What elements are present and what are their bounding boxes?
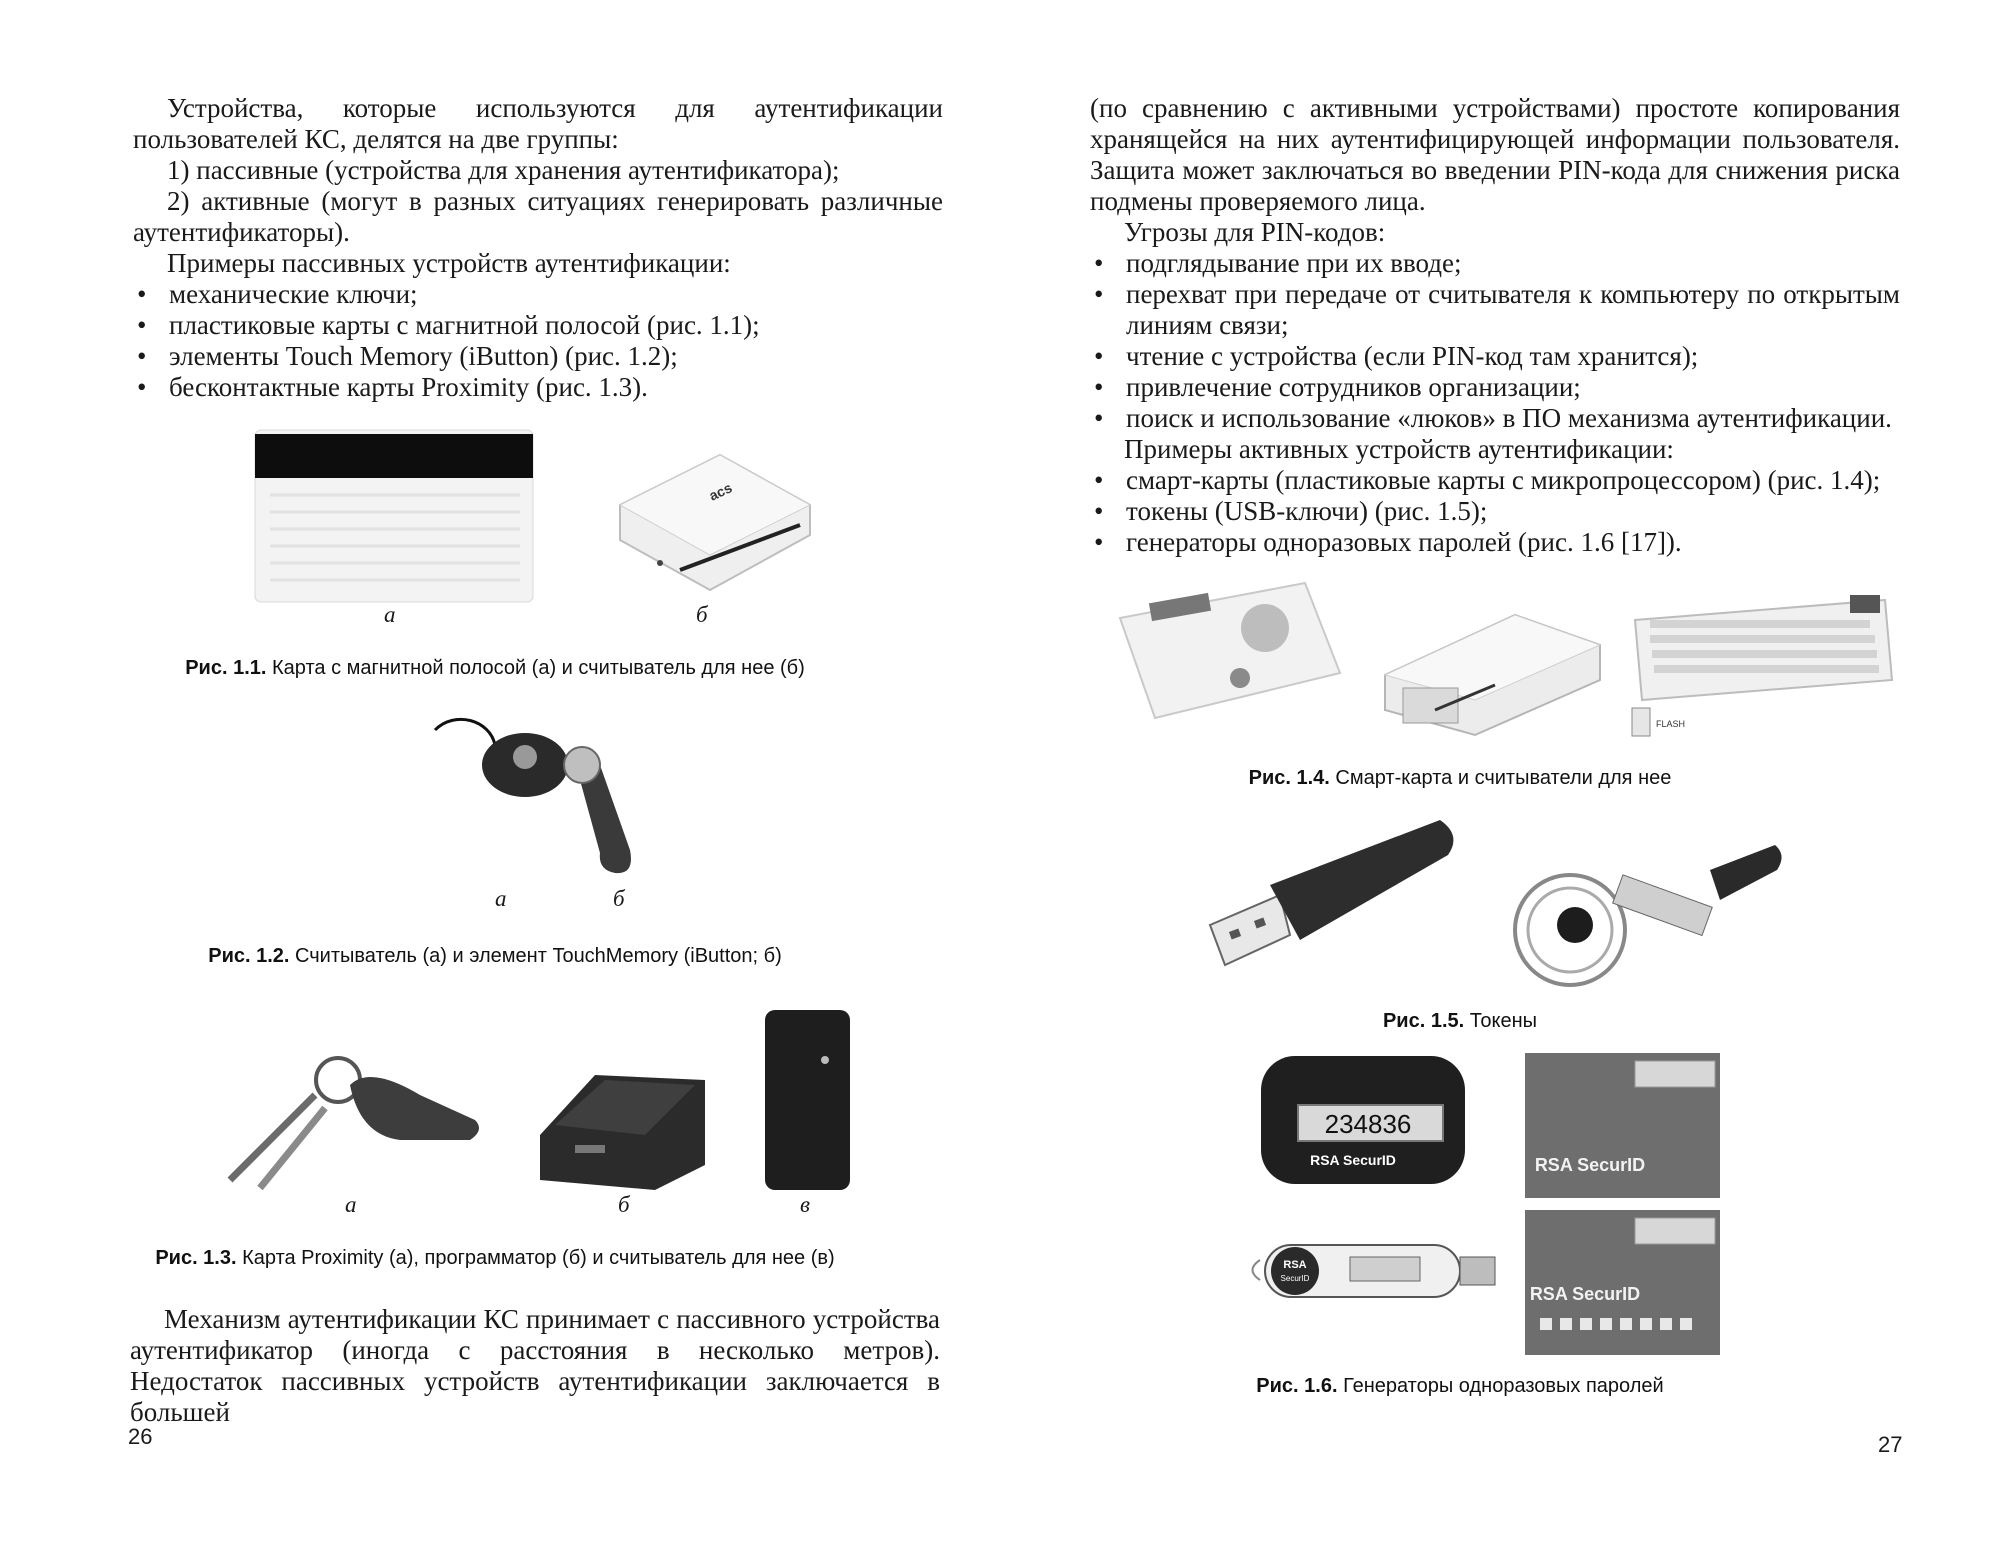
fig-1-3-label-a: а	[345, 1192, 357, 1217]
pin-threats-list	[1090, 248, 1900, 434]
list-item: • бесконтактные карты Proximity (рис. 1.3).	[133, 372, 943, 403]
rsa-keyfob-token-image	[1258, 1053, 1468, 1188]
caption-number: Рис. 1.6.	[1256, 1375, 1338, 1397]
list-item: • элементы Touch Memory (iButton) (рис. 1.2);	[133, 341, 943, 372]
list-item: • генераторы одноразовых паролей (рис. 1.6 [17]).	[1090, 527, 1900, 558]
page-number-right: 27	[1878, 1432, 1903, 1457]
caption-text: Токены	[1469, 1010, 1538, 1032]
token-brand-label: RSA SecurID	[1310, 1152, 1396, 1168]
fig-1-3-label-c: в	[800, 1192, 810, 1217]
caption-text: Карта с магнитной полосой (а) и считыватель для нее (б)	[272, 657, 805, 679]
caption-text: Смарт-карта и считыватели для нее	[1335, 767, 1672, 789]
fig-1-6-caption	[1040, 1375, 1880, 1398]
left-closing-block	[130, 1304, 940, 1428]
fig-1-2-label-b: б	[613, 886, 625, 911]
caption-number: Рис. 1.4.	[1248, 767, 1330, 789]
rsa-usb-token-image	[1240, 1225, 1500, 1315]
active-examples-heading: Примеры активных устройств аутентификации:	[1124, 434, 1674, 464]
card-brand-label: RSA SecurID	[1534, 1155, 1646, 1175]
right-text-block	[1090, 93, 1900, 558]
caption-number: Рис. 1.2.	[208, 945, 290, 967]
proximity-reader-image	[760, 1005, 855, 1195]
list-item: • подглядывание при их вводе;	[1090, 248, 1900, 279]
usb-brand-1: RSA	[1283, 1259, 1307, 1271]
list-item: • чтение с устройства (если PIN-код там хранится);	[1090, 341, 1900, 372]
rsa-card-2-image	[1525, 1210, 1720, 1355]
smart-card-reader-image	[1375, 600, 1605, 740]
intro-paragraph: Устройства, которые используются для аутентификации пользователей КС, делятся на две группы:	[133, 93, 943, 154]
passive-examples-list	[133, 279, 943, 403]
card-brand-label: RSA SecurID	[1529, 1284, 1641, 1304]
ibutton-reader-image	[430, 705, 670, 880]
list-item: • поиск и использование «люков» в ПО механизма аутентификации.	[1090, 403, 1900, 434]
caption-text: Карта Proximity (а), программатор (б) и считыватель для нее (в)	[242, 1247, 835, 1269]
passive-examples-heading: Примеры пассивных устройств аутентификации:	[167, 248, 731, 278]
token-display-value: 234836	[1324, 1109, 1412, 1139]
active-examples-list	[1090, 465, 1900, 558]
page-number-left: 26	[128, 1424, 153, 1449]
caption-number: Рис. 1.3.	[155, 1247, 237, 1269]
fig-1-3-caption	[100, 1247, 890, 1270]
card-reader-image	[600, 445, 820, 595]
caption-number: Рис. 1.5.	[1382, 1010, 1465, 1032]
caption-number: Рис. 1.1.	[185, 657, 267, 679]
usb-token-image	[1200, 815, 1470, 975]
list-item: • токены (USB-ключи) (рис. 1.5);	[1090, 496, 1900, 527]
proximity-keyfob-image	[220, 1040, 490, 1190]
group-1-item: 1) пассивные (устройства для хранения аутентификатора);	[167, 155, 840, 185]
reader-brand-label: acs	[706, 479, 735, 504]
fig-1-1-caption	[100, 657, 890, 680]
fig-1-1-label-a: а	[384, 602, 396, 627]
fig-1-2-caption	[100, 945, 890, 968]
magnetic-card-image	[250, 420, 540, 605]
right-page	[1000, 0, 2000, 1547]
list-item: • привлечение сотрудников организации;	[1090, 372, 1900, 403]
fig-1-4-caption	[1040, 767, 1880, 790]
group-2-item: 2) активные (могут в разных ситуациях генерировать различные аутентификаторы).	[133, 186, 943, 247]
left-intro-block	[133, 93, 943, 403]
list-item: • пластиковые карты с магнитной полосой (рис. 1.1);	[133, 310, 943, 341]
caption-text: Считыватель (а) и элемент TouchMemory (iButton; б)	[295, 945, 782, 967]
continuation-paragraph: (по сравнению с активными устройствами) простоте копирования хранящейся на них аутентифицирующей информации пользователя. Защита может заключаться во введении PIN-кода для снижения риска подмены проверяемого лица.	[1090, 93, 1900, 216]
rsa-card-1-image	[1525, 1053, 1720, 1198]
token-internals-image	[1505, 840, 1790, 990]
fig-1-2-label-a: а	[495, 886, 507, 911]
keyboard-reader-image	[1630, 590, 1900, 740]
usb-brand-2: SecurID	[1280, 1274, 1310, 1283]
fig-1-3-label-b: б	[618, 1192, 630, 1217]
list-item: • перехват при передаче от считывателя к компьютеру по открытым линиям связи;	[1090, 279, 1900, 341]
programmer-image	[535, 1055, 715, 1195]
pin-threats-heading: Угрозы для PIN-кодов:	[1124, 217, 1386, 247]
fig-1-1-label-b: б	[696, 602, 708, 627]
caption-text: Генераторы одноразовых паролей	[1343, 1375, 1664, 1397]
smart-card-image	[1105, 578, 1350, 728]
list-item: • механические ключи;	[133, 279, 943, 310]
fig-1-5-caption	[1040, 1010, 1880, 1033]
closing-paragraph: Механизм аутентификации КС принимает с пассивного устройства аутентификатор (иногда с расстояния в несколько метров). Недостаток пассивных устройств аутентификации заключается в большей	[130, 1304, 940, 1427]
list-item: • смарт-карты (пластиковые карты с микропроцессором) (рис. 1.4);	[1090, 465, 1900, 496]
keyboard-tag-label: FLASH	[1656, 719, 1686, 729]
